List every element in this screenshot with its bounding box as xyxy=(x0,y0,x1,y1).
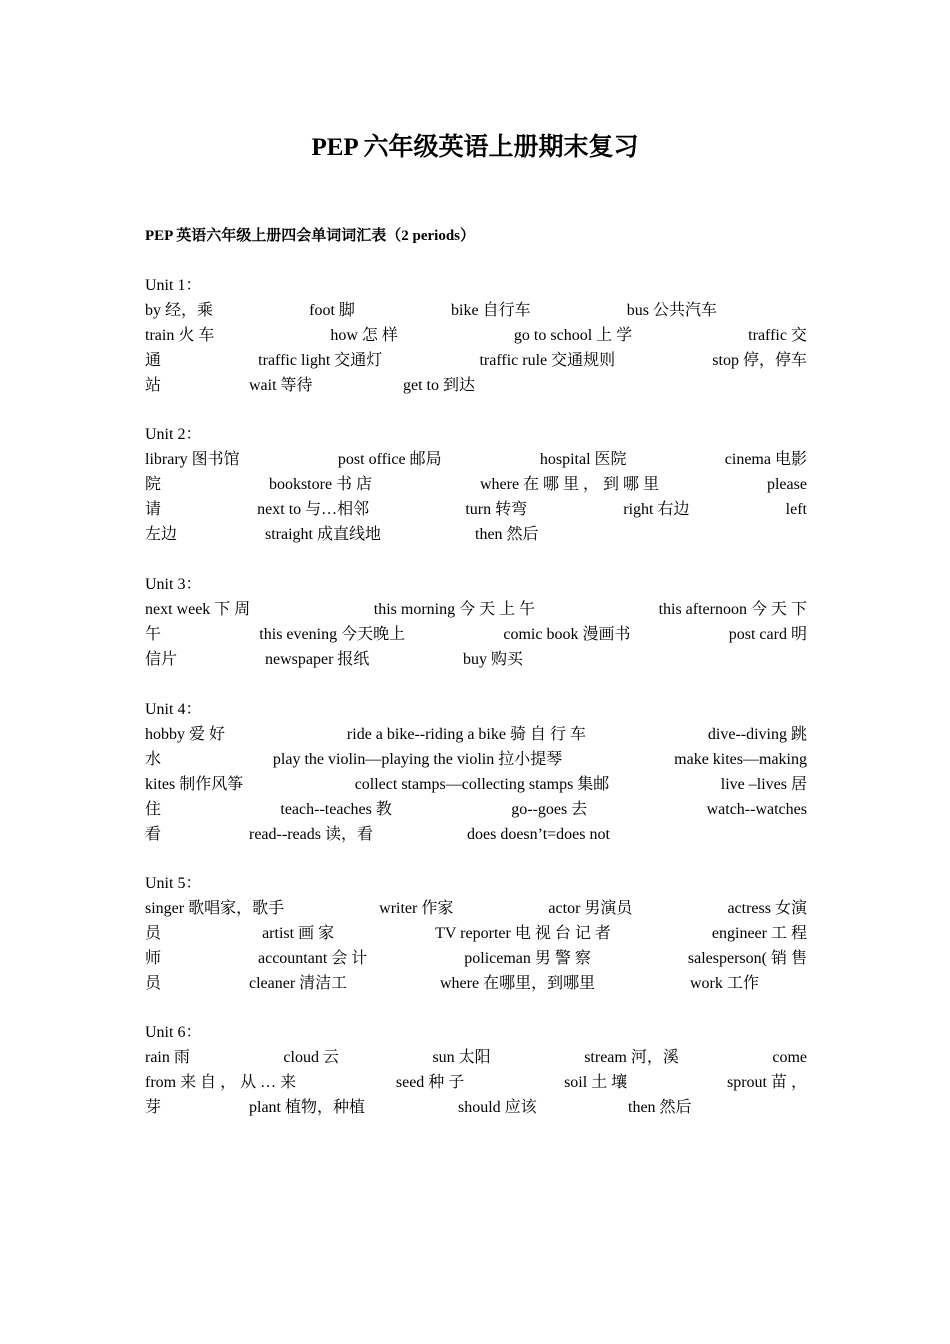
vocab-entry: foot 脚 xyxy=(309,302,355,319)
vocab-entry: then 然后 xyxy=(628,1099,692,1116)
unit-section xyxy=(145,422,807,547)
vocab-line xyxy=(145,622,807,647)
vocab-entry: collect stamps—collecting stamps 集邮 xyxy=(354,776,610,793)
vocab-line xyxy=(145,971,807,996)
vocab-entry: watch--watches xyxy=(706,801,807,818)
vocab-entry: stream 河，溪 xyxy=(584,1049,679,1066)
vocab-entry: kites 制作风筝 xyxy=(145,776,244,793)
vocab-entry: seed 种 子 xyxy=(395,1074,465,1091)
vocab-entry: 芽 xyxy=(145,1099,162,1116)
vocab-entry: 左边 xyxy=(145,526,178,543)
vocab-line xyxy=(145,747,807,772)
vocab-entry: soil 土 壤 xyxy=(564,1074,628,1091)
vocab-entry: TV reporter 电 视 台 记 者 xyxy=(435,925,611,942)
vocab-entry: policeman 男 警 察 xyxy=(464,950,591,967)
vocab-entry: 水 xyxy=(145,751,162,768)
vocab-line xyxy=(145,1045,807,1070)
vocab-entry: dive--diving 跳 xyxy=(707,726,807,743)
vocab-entry: 院 xyxy=(145,476,162,493)
vocab-line xyxy=(145,597,807,622)
vocab-entry: bookstore 书 店 xyxy=(268,476,373,493)
vocab-entry: salesperson( 销 售 xyxy=(687,950,807,967)
unit-heading: Unit 6： xyxy=(145,1024,202,1041)
vocab-entry: read--reads 读，看 xyxy=(249,826,373,843)
vocab-entry: go--goes 去 xyxy=(511,801,588,818)
vocab-entry: please xyxy=(766,476,807,493)
vocab-entry: 请 xyxy=(145,501,162,518)
vocab-entry: live –lives 居 xyxy=(720,776,807,793)
vocab-entry: 住 xyxy=(145,801,162,818)
vocab-entry: cinema 电影 xyxy=(724,451,807,468)
vocab-entry: cleaner 清洁工 xyxy=(249,975,348,992)
vocab-entry: 员 xyxy=(145,925,162,942)
vocab-line xyxy=(145,298,807,323)
vocab-entry: teach--teaches 教 xyxy=(280,801,392,818)
vocab-line xyxy=(145,1095,807,1120)
vocab-entry: right 右边 xyxy=(623,501,690,518)
vocab-entry: by 经，乘 xyxy=(145,302,214,319)
vocab-line xyxy=(145,323,807,348)
unit-section xyxy=(145,697,807,847)
vocab-entry: 看 xyxy=(145,826,162,843)
vocab-entry: next to 与…相邻 xyxy=(257,501,370,518)
unit-heading: Unit 2： xyxy=(145,426,202,443)
vocab-entry: cloud 云 xyxy=(283,1049,339,1066)
vocab-entry: should 应该 xyxy=(458,1099,537,1116)
vocab-entry: this afternoon 今 天 下 xyxy=(658,601,807,618)
vocab-line xyxy=(145,647,807,672)
vocab-entry: 信片 xyxy=(145,651,178,668)
unit-heading: Unit 5： xyxy=(145,875,202,892)
vocab-entry: post office 邮局 xyxy=(337,451,442,468)
vocab-line xyxy=(145,497,807,522)
vocab-entry: stop 停，停车 xyxy=(712,352,807,369)
vocab-entry: train 火 车 xyxy=(145,327,215,344)
unit-section xyxy=(145,871,807,996)
vocab-entry: get to 到达 xyxy=(403,377,475,394)
unit-heading: Unit 4： xyxy=(145,701,202,718)
vocab-entry: work 工作 xyxy=(690,975,759,992)
vocab-entry: from 来 自 ， 从 … 来 xyxy=(145,1074,297,1091)
unit-heading: Unit 1： xyxy=(145,277,202,294)
vocab-entry: post card 明 xyxy=(728,626,807,643)
vocab-entry: left xyxy=(785,501,807,518)
vocab-entry: wait 等待 xyxy=(249,377,313,394)
vocab-entry: writer 作家 xyxy=(379,900,454,917)
vocab-entry: 师 xyxy=(145,950,162,967)
vocab-entry: 通 xyxy=(145,352,162,369)
vocab-entry: make kites—making xyxy=(674,751,807,768)
vocab-entry: straight 成直线地 xyxy=(265,526,381,543)
vocab-entry: sun 太阳 xyxy=(432,1049,491,1066)
vocab-entry: where 在 哪 里 ， 到 哪 里 xyxy=(479,476,660,493)
vocab-entry: then 然后 xyxy=(475,526,539,543)
vocab-line xyxy=(145,946,807,971)
vocab-entry: actor 男演员 xyxy=(548,900,633,917)
section-subtitle: PEP 英语六年级上册四会单词词汇表（2 periods） xyxy=(145,228,476,244)
unit-section xyxy=(145,273,807,398)
vocab-entry: this morning 今 天 上 午 xyxy=(373,601,536,618)
vocab-entry: traffic light 交通灯 xyxy=(258,352,383,369)
vocab-line xyxy=(145,447,807,472)
vocab-entry: come xyxy=(772,1049,807,1066)
vocab-line xyxy=(145,1070,807,1095)
vocab-entry: this evening 今天晚上 xyxy=(259,626,406,643)
vocab-entry: rain 雨 xyxy=(145,1049,190,1066)
vocab-entry: hobby 爱 好 xyxy=(145,726,226,743)
vocab-entry: turn 转弯 xyxy=(465,501,528,518)
vocab-entry: 站 xyxy=(145,377,162,394)
vocab-entry: go to school 上 学 xyxy=(513,327,633,344)
vocab-line xyxy=(145,472,807,497)
vocab-line xyxy=(145,522,807,547)
vocab-entry: bike 自行车 xyxy=(451,302,531,319)
vocab-entry: hospital 医院 xyxy=(539,451,627,468)
vocab-entry: plant 植物，种植 xyxy=(249,1099,365,1116)
vocab-entry: accountant 会 计 xyxy=(257,950,368,967)
vocab-entry: newspaper 报纸 xyxy=(265,651,370,668)
vocab-entry: how 怎 样 xyxy=(330,327,398,344)
vocab-entry: engineer 工 程 xyxy=(711,925,807,942)
vocab-entry: buy 购买 xyxy=(463,651,524,668)
vocab-entry: next week 下 周 xyxy=(145,601,251,618)
vocab-line xyxy=(145,373,807,398)
unit-section xyxy=(145,1020,807,1120)
unit-section xyxy=(145,572,807,672)
vocab-line xyxy=(145,772,807,797)
vocab-line xyxy=(145,797,807,822)
vocab-entry: bus 公共汽车 xyxy=(626,302,717,319)
vocab-line xyxy=(145,921,807,946)
vocab-entry: 午 xyxy=(145,626,162,643)
vocab-entry: ride a bike--riding a bike 骑 自 行 车 xyxy=(346,726,586,743)
vocab-entry: actress 女演 xyxy=(727,900,807,917)
vocab-entry: sprout 苗 ， xyxy=(726,1074,807,1091)
vocab-entry: artist 画 家 xyxy=(262,925,335,942)
vocab-line xyxy=(145,722,807,747)
vocab-entry: play the violin—playing the violin 拉小提琴 xyxy=(272,751,563,768)
vocab-entry: where 在哪里，到哪里 xyxy=(440,975,596,992)
vocab-entry: 员 xyxy=(145,975,162,992)
vocab-line xyxy=(145,822,807,847)
vocab-entry: does doesn’t=does not xyxy=(467,826,610,843)
vocab-entry: traffic 交 xyxy=(748,327,807,344)
vocab-entry: traffic rule 交通规则 xyxy=(479,352,616,369)
vocab-line xyxy=(145,348,807,373)
page-title: PEP 六年级英语上册期末复习 xyxy=(311,134,639,161)
vocab-entry: comic book 漫画书 xyxy=(503,626,631,643)
unit-heading: Unit 3： xyxy=(145,576,202,593)
vocab-entry: library 图书馆 xyxy=(145,451,240,468)
vocab-line xyxy=(145,896,807,921)
vocab-entry: singer 歌唱家，歌手 xyxy=(145,900,285,917)
